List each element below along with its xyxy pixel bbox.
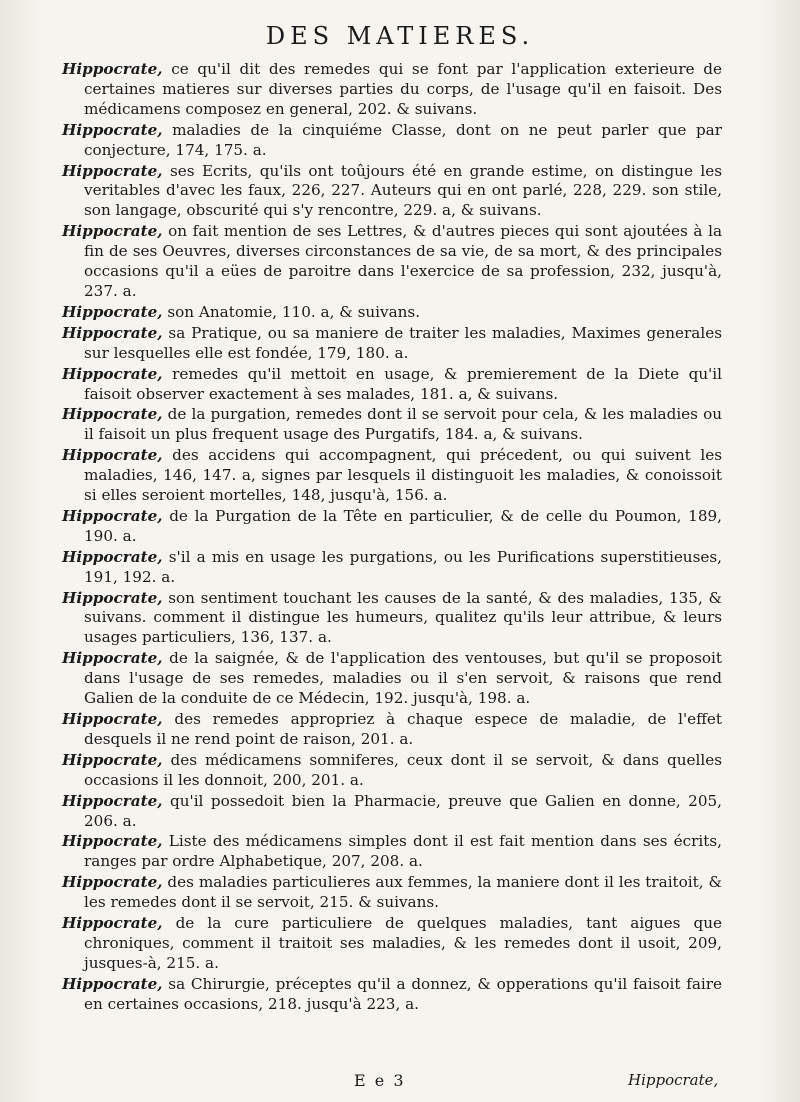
- index-entry: [62, 832, 722, 872]
- entry-headword: Hippocrate,: [62, 873, 163, 892]
- index-entry: [62, 121, 722, 161]
- entry-headword: Hippocrate,: [62, 120, 163, 139]
- index-entry: [62, 324, 722, 364]
- entry-headword: Hippocrate,: [62, 60, 163, 78]
- index-entry: [62, 405, 722, 445]
- entry-text: de la saignée, & de l'application des ventouses, but qu'il se proposoit dans l'usage de ses remedes, maladies ou il s'en servoit, & raisons que rend Galien de la conduite de ce Médecin, 192. jusqu'à, 198. a.: [84, 649, 722, 708]
- index-entry: [62, 162, 722, 222]
- entry-text: de la Purgation de la Tête en particulier, & de celle du Poumon, 189, 190. a.: [84, 506, 722, 545]
- index-entry: [62, 60, 722, 120]
- entry-text: sa Chirurgie, préceptes qu'il a donnez, & opperations qu'il faisoit faire en certaines occasions, 218. jusqu'à 223, a.: [84, 974, 722, 1013]
- entry-text: ce qu'il dit des remedes qui se font par l'application exterieure de certaines matieres sur diverses parties du corps, de l'usage qu'il en faisoit. Des médicamens composez en general, 202. & suivans.: [84, 60, 722, 118]
- entry-headword: Hippocrate,: [62, 506, 163, 525]
- index-entry: [62, 792, 722, 832]
- index-entry: [62, 873, 722, 913]
- index-entry: [62, 975, 722, 1015]
- index-entries: [62, 60, 722, 1016]
- entry-headword: Hippocrate,: [62, 914, 163, 933]
- entry-headword: Hippocrate,: [62, 832, 163, 851]
- entry-headword: Hippocrate,: [62, 302, 163, 321]
- entry-headword: Hippocrate,: [62, 323, 163, 342]
- entry-text: sa Pratique, ou sa maniere de traiter les maladies, Maximes generales sur lesquelles elle est fondée, 179, 180. a.: [84, 323, 722, 362]
- entry-headword: Hippocrate,: [62, 750, 163, 769]
- index-entry: [62, 751, 722, 791]
- signature-mark: E e 3: [354, 1071, 406, 1090]
- catchword: Hippocrate,: [628, 1071, 719, 1089]
- index-entry: [62, 710, 722, 750]
- index-entry: [62, 589, 722, 649]
- entry-text: des médicamens somniferes, ceux dont il se servoit, & dans quelles occasions il les donnoit, 200, 201. a.: [84, 750, 722, 789]
- index-entry: [62, 914, 722, 974]
- entry-headword: Hippocrate,: [62, 588, 163, 607]
- entry-text: des remedes appropriez à chaque espece de maladie, de l'effet desquels il ne rend point de raison, 201. a.: [84, 710, 722, 748]
- entry-headword: Hippocrate,: [62, 446, 163, 465]
- entry-headword: Hippocrate,: [62, 649, 163, 668]
- entry-headword: Hippocrate,: [62, 710, 163, 728]
- index-entry: [62, 548, 722, 588]
- entry-text: maladies de la cinquiéme Classe, dont on ne peut parler que par conjecture, 174, 175. a.: [84, 120, 722, 159]
- entry-text: de la purgation, remedes dont il se servoit pour cela, & les maladies ou il faisoit un plus frequent usage des Purgatifs, 184. a, & suivans.: [84, 405, 722, 444]
- page-header: DES MATIERES.: [265, 22, 535, 50]
- entry-text: son Anatomie, 110. a, & suivans.: [162, 302, 421, 321]
- entry-headword: Hippocrate,: [62, 547, 163, 566]
- entry-headword: Hippocrate,: [62, 974, 163, 993]
- entry-headword: Hippocrate,: [62, 405, 163, 424]
- entry-text: de la cure particuliere de quelques maladies, tant aigues que chroniques, comment il traitoit ses maladies, & les remedes dont il usoit, 209, jusques-à, 215. a.: [84, 914, 722, 972]
- entry-text: s'il a mis en usage les purgations, ou les Purifications superstitieuses, 191, 192. a.: [84, 547, 722, 586]
- entry-text: ses Ecrits, qu'ils ont toûjours été en grande estime, on distingue les veritables d'avec les faux, 226, 227. Auteurs qui en ont parlé, 228, 229. son stile, son langage, obscurité qui s'y rencontre, 229. a, & suivans.: [84, 161, 722, 220]
- index-entry: [62, 222, 722, 302]
- index-entry: [62, 446, 722, 506]
- entry-text: des accidens qui accompagnent, qui précedent, ou qui suivent les maladies, 146, 147. a, signes par lesquels il distinguoit les maladies, & conoissoit si elles seroient mortelles, 148, jusqu'à, 156. a.: [84, 446, 722, 505]
- index-entry: [62, 365, 722, 405]
- index-entry: [62, 507, 722, 547]
- entry-text: son sentiment touchant les causes de la santé, & des maladies, 135, & suivans. comment il distingue les humeurs, qualitez qu'ils leur attribue, & leurs usages particuliers, 136, 137. a.: [84, 588, 722, 647]
- entry-text: des maladies particulieres aux femmes, la maniere dont il les traitoit, & les remedes dont il se servoit, 215. & suivans.: [84, 873, 722, 912]
- entry-text: on fait mention de ses Lettres, & d'autres pieces qui sont ajoutées à la fin de ses Oeuvres, diverses circonstances de sa vie, de sa mort, & des principales occasions qu'il a eües de paroitre dans l'exercice de sa profession, 232, jusqu'à, 237. a.: [84, 222, 722, 300]
- index-entry: [62, 649, 722, 709]
- entry-text: Liste des médicamens simples dont il est fait mention dans ses écrits, ranges par ordre Alphabetique, 207, 208. a.: [84, 832, 722, 871]
- entry-headword: Hippocrate,: [62, 161, 163, 180]
- entry-headword: Hippocrate,: [62, 222, 163, 241]
- index-entry: [62, 303, 722, 323]
- entry-text: qu'il possedoit bien la Pharmacie, preuve que Galien en donne, 205, 206. a.: [84, 791, 722, 830]
- entry-text: remedes qu'il mettoit en usage, & premierement de la Diete qu'il faisoit observer exactement à ses malades, 181. a, & suivans.: [84, 364, 722, 403]
- entry-headword: Hippocrate,: [62, 791, 163, 810]
- entry-headword: Hippocrate,: [62, 364, 163, 383]
